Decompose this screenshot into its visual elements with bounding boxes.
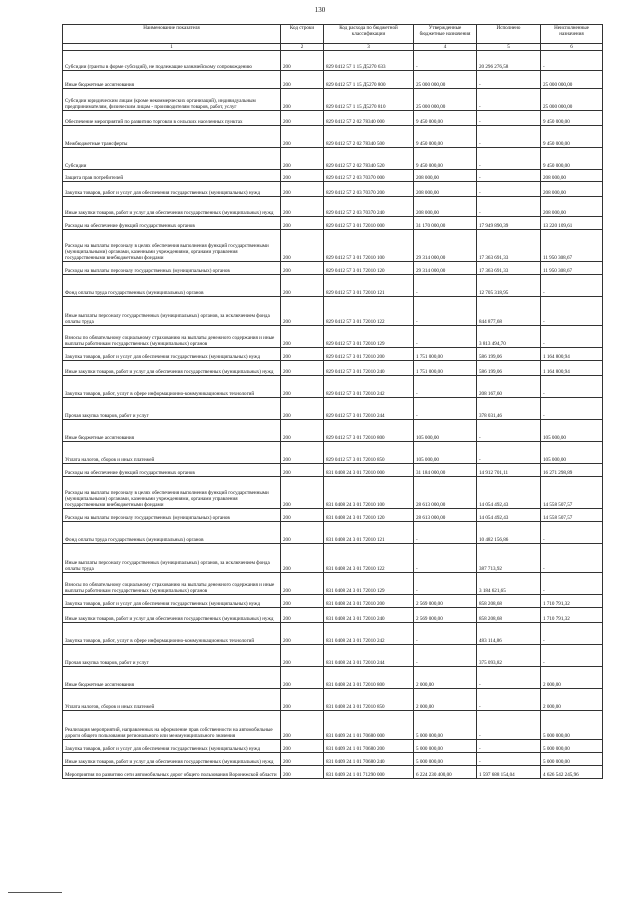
row-approved: 28 613 000,00 (414, 477, 477, 509)
row-executed: - (477, 170, 541, 182)
row-unexecuted: - (541, 51, 603, 71)
row-line-code: 200 (281, 522, 324, 544)
row-budget-code: 831 0408 24 3 01 72010 200 (324, 595, 414, 608)
row-approved: - (414, 522, 477, 544)
row-approved: 31 170 000,00 (414, 217, 477, 230)
row-budget-code: 831 0408 24 3 01 72010 100 (324, 477, 414, 509)
row-budget-code: 829 0412 57 2 02 78340 520 (324, 148, 414, 170)
row-executed: - (477, 667, 541, 689)
column-number: 1 (63, 44, 281, 51)
row-indicator-name: Иные выплаты персоналу государственных (муниципальных) органов, за исключением фонда оплаты труда (63, 544, 281, 573)
row-indicator-name: Субсидии (гранты в форме субсидий), не подлежащие казначейскому сопровождению (63, 51, 281, 71)
row-unexecuted: 9 450 000,00 (541, 111, 603, 126)
row-approved: 6 224 230 400,00 (414, 766, 477, 779)
row-approved: 9 450 000,00 (414, 126, 477, 148)
row-approved: 1 751 000,00 (414, 361, 477, 376)
row-executed: 14 054 492,43 (477, 509, 541, 522)
row-executed: 14 912 701,11 (477, 464, 541, 477)
row-indicator-name: Закупка товаров, работ, услуг в сфере информационно-коммуникационных технологий (63, 376, 281, 398)
row-approved: - (414, 297, 477, 326)
table-row (63, 595, 603, 608)
row-budget-code: 831 0408 24 3 01 72010 000 (324, 464, 414, 477)
row-line-code: 200 (281, 667, 324, 689)
row-indicator-name: Закупка товаров, работ и услуг для обеспечения государственных (муниципальных) нужд (63, 182, 281, 197)
row-executed: 12 705 318,95 (477, 275, 541, 297)
row-budget-code: 829 0412 57 2 02 78340 000 (324, 111, 414, 126)
row-budget-code: 829 0412 57 3 01 72010 121 (324, 275, 414, 297)
row-executed: - (477, 753, 541, 766)
row-line-code: 200 (281, 442, 324, 464)
row-indicator-name: Фонд оплаты труда государственных (муниципальных) органов (63, 522, 281, 544)
row-indicator-name: Иные закупки товаров, работ и услуг для обеспечения государственных (муниципальных) нужд (63, 753, 281, 766)
row-unexecuted: 11 950 308,67 (541, 230, 603, 262)
row-indicator-name: Реализация мероприятий, направленных на оформление прав собственности на автомобильные дороги общего пользования регионального или межмуниципального значения (63, 711, 281, 740)
table-row (63, 275, 603, 297)
row-unexecuted: 2 000,00 (541, 667, 603, 689)
row-executed: - (477, 442, 541, 464)
table-row (63, 126, 603, 148)
row-budget-code: 829 0412 57 3 01 72010 800 (324, 420, 414, 442)
row-approved: 5 000 000,00 (414, 711, 477, 740)
table-row (63, 608, 603, 623)
row-executed: 1 597 688 154,04 (477, 766, 541, 779)
row-line-code: 200 (281, 111, 324, 126)
row-approved: 29 314 000,00 (414, 262, 477, 275)
row-unexecuted: - (541, 573, 603, 595)
row-unexecuted: 9 450 000,00 (541, 126, 603, 148)
table-row (63, 262, 603, 275)
table-row (63, 217, 603, 230)
row-indicator-name: Расходы на выплаты персоналу государственных (муниципальных) органов (63, 262, 281, 275)
row-executed: - (477, 197, 541, 217)
row-unexecuted: 208 000,00 (541, 182, 603, 197)
row-approved: 208 000,00 (414, 170, 477, 182)
table-row (63, 522, 603, 544)
row-indicator-name: Мероприятия по развитию сети автомобильных дорог общего пользования Воронежской области (63, 766, 281, 779)
row-budget-code: 831 0408 24 3 01 72010 800 (324, 667, 414, 689)
row-approved: 9 450 000,00 (414, 111, 477, 126)
table-header-row (63, 25, 603, 44)
row-unexecuted: 105 000,00 (541, 420, 603, 442)
header-executed: Исполнено (477, 25, 541, 44)
row-unexecuted: - (541, 623, 603, 645)
row-executed: - (477, 420, 541, 442)
row-budget-code: 829 0412 57 3 01 72010 240 (324, 361, 414, 376)
row-budget-code: 829 0412 57 1 15 Д5270 800 (324, 71, 414, 89)
row-line-code: 200 (281, 398, 324, 420)
row-indicator-name: Иные бюджетные ассигнования (63, 71, 281, 89)
row-approved: 9 450 000,00 (414, 148, 477, 170)
row-approved: 31 184 000,00 (414, 464, 477, 477)
row-line-code: 200 (281, 262, 324, 275)
row-line-code: 200 (281, 420, 324, 442)
table-row (63, 197, 603, 217)
row-budget-code: 829 0412 57 2 03 70370 240 (324, 197, 414, 217)
row-approved: 5 000 000,00 (414, 753, 477, 766)
row-unexecuted: 1 164 800,94 (541, 348, 603, 361)
row-indicator-name: Расходы на выплаты персоналу в целях обеспечения выполнения функций государственными (муниципальными) органами, казенными учреждениями, органами управления государственными внебюджетными фондами (63, 477, 281, 509)
table-row (63, 71, 603, 89)
table-body (63, 51, 603, 779)
row-executed: 3 184 621,65 (477, 573, 541, 595)
row-budget-code: 831 0409 24 1 01 70680 000 (324, 711, 414, 740)
row-executed: 378 031,46 (477, 398, 541, 420)
row-indicator-name: Фонд оплаты труда государственных (муниципальных) органов (63, 275, 281, 297)
row-line-code: 200 (281, 645, 324, 667)
row-executed: - (477, 182, 541, 197)
row-budget-code: 829 0412 57 2 02 78340 500 (324, 126, 414, 148)
row-line-code: 200 (281, 509, 324, 522)
row-line-code: 200 (281, 753, 324, 766)
row-executed: 3 813 494,70 (477, 326, 541, 348)
row-approved: 28 613 000,00 (414, 509, 477, 522)
row-indicator-name: Расходы на обеспечение функций государственных органов (63, 464, 281, 477)
row-executed: - (477, 71, 541, 89)
row-indicator-name: Расходы на обеспечение функций государственных органов (63, 217, 281, 230)
row-budget-code: 829 0412 57 3 01 72010 850 (324, 442, 414, 464)
row-indicator-name: Субсидии (63, 148, 281, 170)
row-approved: - (414, 573, 477, 595)
row-line-code: 200 (281, 348, 324, 361)
row-executed: 844 877,68 (477, 297, 541, 326)
row-line-code: 200 (281, 464, 324, 477)
row-executed: - (477, 111, 541, 126)
row-line-code: 200 (281, 623, 324, 645)
table-row (63, 230, 603, 262)
row-unexecuted: - (541, 376, 603, 398)
row-budget-code: 831 0409 24 1 01 70680 200 (324, 740, 414, 753)
row-executed: - (477, 711, 541, 740)
row-approved: 105 000,00 (414, 420, 477, 442)
row-approved: - (414, 645, 477, 667)
row-unexecuted: 5 000 000,00 (541, 753, 603, 766)
row-unexecuted: 5 000 000,00 (541, 740, 603, 753)
row-budget-code: 831 0408 24 3 01 72010 120 (324, 509, 414, 522)
row-budget-code: 829 0412 57 3 01 72010 244 (324, 398, 414, 420)
row-unexecuted: 16 271 298,89 (541, 464, 603, 477)
row-line-code: 200 (281, 148, 324, 170)
row-indicator-name: Защита прав потребителей (63, 170, 281, 182)
row-budget-code: 831 0409 24 1 01 71290 000 (324, 766, 414, 779)
footer-rule (8, 892, 62, 893)
row-budget-code: 829 0412 57 2 03 70370 000 (324, 170, 414, 182)
row-approved: - (414, 544, 477, 573)
row-unexecuted: 13 220 109,61 (541, 217, 603, 230)
row-executed: 17 363 691,33 (477, 262, 541, 275)
row-unexecuted: - (541, 275, 603, 297)
table-row (63, 376, 603, 398)
row-unexecuted: - (541, 398, 603, 420)
row-approved: 105 000,00 (414, 442, 477, 464)
row-indicator-name: Иные бюджетные ассигнования (63, 667, 281, 689)
row-approved: - (414, 51, 477, 71)
table-row (63, 689, 603, 711)
table-row (63, 711, 603, 740)
row-unexecuted: 1 710 791,32 (541, 608, 603, 623)
column-number: 4 (414, 44, 477, 51)
row-indicator-name: Обеспечение мероприятий по развитию торговли в сельских населенных пунктах (63, 111, 281, 126)
row-line-code: 200 (281, 51, 324, 71)
row-line-code: 200 (281, 595, 324, 608)
row-approved: - (414, 326, 477, 348)
row-line-code: 200 (281, 361, 324, 376)
table-row (63, 464, 603, 477)
row-budget-code: 829 0412 57 3 01 72010 200 (324, 348, 414, 361)
table-row (63, 361, 603, 376)
row-executed: 586 199,06 (477, 348, 541, 361)
row-line-code: 200 (281, 544, 324, 573)
column-number: 5 (477, 44, 541, 51)
row-line-code: 200 (281, 477, 324, 509)
row-budget-code: 829 0412 57 3 01 72010 000 (324, 217, 414, 230)
row-unexecuted: 9 450 000,00 (541, 148, 603, 170)
row-executed: - (477, 89, 541, 111)
row-budget-code: 829 0412 57 3 01 72010 242 (324, 376, 414, 398)
row-approved: - (414, 376, 477, 398)
row-unexecuted: - (541, 522, 603, 544)
table-row (63, 297, 603, 326)
row-unexecuted: - (541, 645, 603, 667)
row-approved: - (414, 275, 477, 297)
row-line-code: 200 (281, 766, 324, 779)
row-executed: 858 208,68 (477, 595, 541, 608)
row-indicator-name: Взносы по обязательному социальному страхованию на выплаты денежного содержания и иные выплаты работникам государственных (муниципальных) органов (63, 326, 281, 348)
row-budget-code: 831 0408 24 3 01 72010 244 (324, 645, 414, 667)
row-line-code: 200 (281, 182, 324, 197)
table-row (63, 573, 603, 595)
row-executed: 375 093,82 (477, 645, 541, 667)
row-budget-code: 831 0408 24 3 01 72010 242 (324, 623, 414, 645)
page-number: 130 (314, 6, 326, 14)
row-executed: 208 167,60 (477, 376, 541, 398)
row-line-code: 200 (281, 608, 324, 623)
column-number: 6 (541, 44, 603, 51)
row-approved: 2 569 000,00 (414, 595, 477, 608)
row-line-code: 200 (281, 230, 324, 262)
row-executed: 17 363 691,33 (477, 230, 541, 262)
row-indicator-name: Прочая закупка товаров, работ и услуг (63, 645, 281, 667)
row-executed: - (477, 126, 541, 148)
row-indicator-name: Закупка товаров, работ и услуг для обеспечения государственных (муниципальных) нужд (63, 348, 281, 361)
row-budget-code: 829 0412 57 3 01 72010 100 (324, 230, 414, 262)
table-row (63, 182, 603, 197)
row-budget-code: 831 0408 24 3 01 72010 122 (324, 544, 414, 573)
table-row (63, 766, 603, 779)
column-number-row (63, 44, 603, 51)
row-line-code: 200 (281, 326, 324, 348)
row-indicator-name: Закупка товаров, работ, услуг в сфере информационно-коммуникационных технологий (63, 623, 281, 645)
row-line-code: 200 (281, 376, 324, 398)
table-row (63, 51, 603, 71)
header-indicator-name: Наименование показателя (63, 25, 281, 44)
row-line-code: 200 (281, 89, 324, 111)
row-line-code: 200 (281, 740, 324, 753)
column-number: 2 (281, 44, 324, 51)
row-line-code: 200 (281, 297, 324, 326)
row-line-code: 200 (281, 711, 324, 740)
table-row (63, 740, 603, 753)
row-executed: 17 949 890,39 (477, 217, 541, 230)
row-approved: - (414, 623, 477, 645)
row-line-code: 200 (281, 170, 324, 182)
row-executed: 14 054 492,43 (477, 477, 541, 509)
table-row (63, 544, 603, 573)
header-approved: Утвержденные бюджетные назначения (414, 25, 477, 44)
table-row (63, 420, 603, 442)
row-line-code: 200 (281, 126, 324, 148)
table-row (63, 509, 603, 522)
row-budget-code: 829 0412 57 2 03 70370 200 (324, 182, 414, 197)
row-unexecuted: 25 000 000,00 (541, 71, 603, 89)
table-row (63, 89, 603, 111)
row-indicator-name: Уплата налогов, сборов и иных платежей (63, 442, 281, 464)
row-indicator-name: Закупка товаров, работ и услуг для обеспечения государственных (муниципальных) нужд (63, 595, 281, 608)
row-indicator-name: Иные закупки товаров, работ и услуг для обеспечения государственных (муниципальных) нужд (63, 197, 281, 217)
row-budget-code: 829 0412 57 1 15 Д5270 810 (324, 89, 414, 111)
row-approved: 25 000 000,00 (414, 71, 477, 89)
row-unexecuted: 4 626 542 245,96 (541, 766, 603, 779)
column-number: 3 (324, 44, 414, 51)
table-row (63, 477, 603, 509)
row-indicator-name: Уплата налогов, сборов и иных платежей (63, 689, 281, 711)
row-indicator-name: Прочая закупка товаров, работ и услуг (63, 398, 281, 420)
header-budget-code: Код расхода по бюджетной классификации (324, 25, 414, 44)
row-indicator-name: Межбюджетные трансферты (63, 126, 281, 148)
row-budget-code: 831 0409 24 1 01 70680 240 (324, 753, 414, 766)
row-unexecuted: - (541, 326, 603, 348)
row-executed: 20 296 276,58 (477, 51, 541, 71)
row-unexecuted: 25 000 000,00 (541, 89, 603, 111)
row-indicator-name: Субсидии юридическим лицам (кроме некоммерческих организаций), индивидуальным предпринимателям, физическим лицам - производителям товаров, работ, услуг (63, 89, 281, 111)
header-line-code: Код строки (281, 25, 324, 44)
row-approved: 2 569 000,00 (414, 608, 477, 623)
row-approved: 208 000,00 (414, 182, 477, 197)
row-line-code: 200 (281, 689, 324, 711)
header-unexecuted: Неисполненные назначения (541, 25, 603, 44)
row-line-code: 200 (281, 197, 324, 217)
row-indicator-name: Иные закупки товаров, работ и услуг для обеспечения государственных (муниципальных) нужд (63, 608, 281, 623)
row-unexecuted: 208 000,00 (541, 197, 603, 217)
row-indicator-name: Иные бюджетные ассигнования (63, 420, 281, 442)
row-budget-code: 829 0412 57 3 01 72010 129 (324, 326, 414, 348)
row-approved: 1 751 000,00 (414, 348, 477, 361)
row-unexecuted: 11 950 308,67 (541, 262, 603, 275)
row-executed: 858 208,68 (477, 608, 541, 623)
row-approved: 2 000,00 (414, 667, 477, 689)
row-indicator-name: Закупка товаров, работ и услуг для обеспечения государственных (муниципальных) нужд (63, 740, 281, 753)
row-unexecuted: 105 000,00 (541, 442, 603, 464)
budget-execution-table (62, 24, 603, 779)
row-line-code: 200 (281, 71, 324, 89)
row-budget-code: 831 0408 24 3 01 72010 240 (324, 608, 414, 623)
row-unexecuted: 5 000 000,00 (541, 711, 603, 740)
row-indicator-name: Иные закупки товаров, работ и услуг для обеспечения государственных (муниципальных) нужд (63, 361, 281, 376)
row-unexecuted: 1 164 800,94 (541, 361, 603, 376)
row-indicator-name: Расходы на выплаты персоналу государственных (муниципальных) органов (63, 509, 281, 522)
row-approved: 208 000,00 (414, 197, 477, 217)
table-row (63, 170, 603, 182)
table-row (63, 326, 603, 348)
row-budget-code: 831 0408 24 3 01 72010 129 (324, 573, 414, 595)
table-row (63, 645, 603, 667)
row-indicator-name: Взносы по обязательному социальному страхованию на выплаты денежного содержания и иные выплаты работникам государственных (муниципальных) органов (63, 573, 281, 595)
row-approved: 29 314 000,00 (414, 230, 477, 262)
row-executed: - (477, 740, 541, 753)
table-row (63, 753, 603, 766)
row-unexecuted: - (541, 297, 603, 326)
table-row (63, 442, 603, 464)
row-budget-code: 831 0408 24 3 01 72010 121 (324, 522, 414, 544)
row-executed: 483 114,86 (477, 623, 541, 645)
table-row (63, 111, 603, 126)
row-budget-code: 829 0412 57 1 15 Д5270 633 (324, 51, 414, 71)
row-approved: 25 000 000,00 (414, 89, 477, 111)
row-unexecuted: - (541, 544, 603, 573)
row-unexecuted: 2 000,00 (541, 689, 603, 711)
table-row (63, 148, 603, 170)
row-approved: - (414, 398, 477, 420)
row-budget-code: 829 0412 57 3 01 72010 122 (324, 297, 414, 326)
row-indicator-name: Иные выплаты персоналу государственных (муниципальных) органов, за исключением фонда оплаты труда (63, 297, 281, 326)
row-budget-code: 831 0408 24 3 01 72010 850 (324, 689, 414, 711)
row-line-code: 200 (281, 573, 324, 595)
row-executed: - (477, 148, 541, 170)
row-line-code: 200 (281, 275, 324, 297)
table-row (63, 667, 603, 689)
table-row (63, 348, 603, 361)
table-row (63, 623, 603, 645)
row-unexecuted: 1 710 791,32 (541, 595, 603, 608)
row-indicator-name: Расходы на выплаты персоналу в целях обеспечения выполнения функций государственными (муниципальными) органами, казенными учреждениями, органами управления государственными внебюджетными фондами (63, 230, 281, 262)
row-line-code: 200 (281, 217, 324, 230)
row-executed: 586 199,06 (477, 361, 541, 376)
row-approved: 2 000,00 (414, 689, 477, 711)
row-unexecuted: 14 558 507,57 (541, 477, 603, 509)
row-unexecuted: 208 000,00 (541, 170, 603, 182)
table-row (63, 398, 603, 420)
row-executed: - (477, 689, 541, 711)
row-unexecuted: 14 558 507,57 (541, 509, 603, 522)
row-approved: 5 000 000,00 (414, 740, 477, 753)
row-budget-code: 829 0412 57 3 01 72010 120 (324, 262, 414, 275)
row-executed: 10 482 156,86 (477, 522, 541, 544)
row-executed: 387 713,92 (477, 544, 541, 573)
